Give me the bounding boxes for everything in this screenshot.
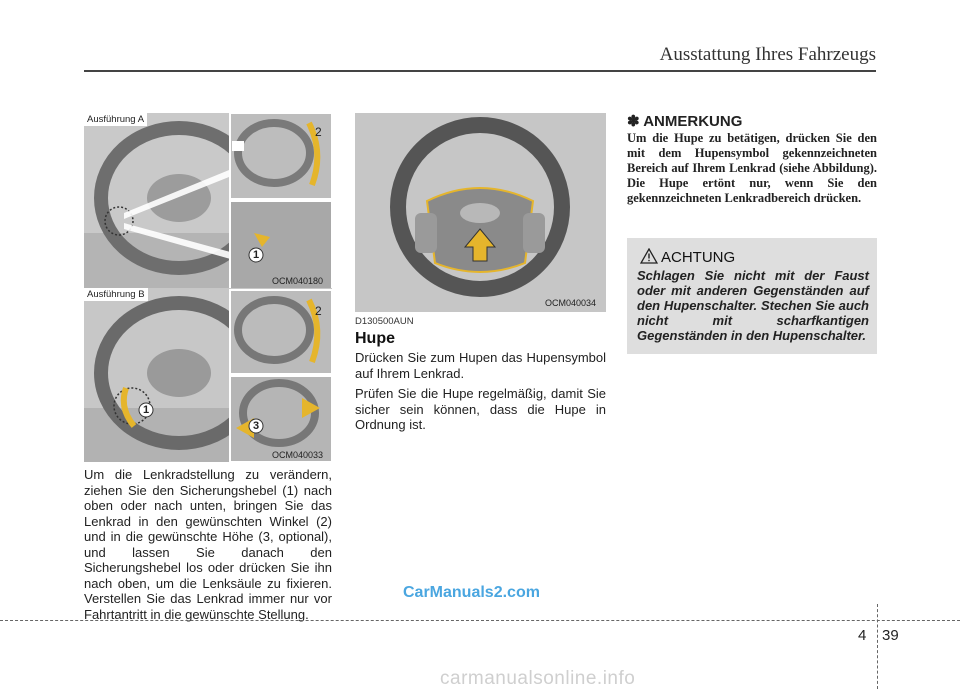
horn-steering-wheel-illustration xyxy=(355,113,606,312)
callout-1: 1 xyxy=(253,249,260,261)
chapter-number: 4 xyxy=(858,627,867,644)
header-rule xyxy=(84,70,876,72)
note-title: ANMERKUNG xyxy=(643,113,743,130)
variant-b-label: Ausführung B xyxy=(84,288,148,301)
footer-divider xyxy=(877,604,878,689)
horn-paragraph-2: Prüfen Sie die Hupe regelmäßig, damit Sie sicher sein können, dass die Hupe in Ordnung ist. xyxy=(355,386,606,432)
variant-a-label: Ausführung A xyxy=(84,113,147,126)
note-star-icon: ✽ xyxy=(627,113,640,130)
steering-adjust-paragraph xyxy=(84,467,332,627)
steering-tilt-illustration-a xyxy=(84,113,332,289)
figure-variant-b xyxy=(84,288,332,462)
figure-code-horn: OCM040034 xyxy=(545,298,597,308)
section-code: D130500AUN xyxy=(355,316,414,327)
note-text: Um die Hupe zu betätigen, drücken Sie den mit dem Hupensymbol gekennzeichneten Bereich auf Ihrem Lenkrad (siehe Abbildung). Die Hupe ertönt nur, wenn Sie den gekennzeichneten Lenkradbereich drücken. xyxy=(627,131,877,205)
steering-tilt-illustration-b xyxy=(84,288,332,462)
figure-code-b: OCM040033 xyxy=(272,450,324,460)
figure-horn xyxy=(355,113,606,312)
watermark-link[interactable]: CarManuals2.com xyxy=(403,584,540,601)
callout-3: 3 xyxy=(253,420,260,432)
figure-code-a: OCM040180 xyxy=(272,276,324,286)
callout-1-b: 1 xyxy=(143,404,150,416)
callout-2-b: 2 xyxy=(315,304,322,318)
section-title: Ausstattung Ihres Fahrzeugs xyxy=(659,44,876,65)
figure-variant-a xyxy=(84,113,332,289)
horn-heading: Hupe xyxy=(355,330,395,347)
footer-site-watermark[interactable]: carmanualsonline.info xyxy=(440,668,636,689)
steering-adjust-text: Um die Lenkradstellung zu verändern, ziehen Sie den Sicherungshebel (1) nach oben oder nach unten, bringen Sie das Lenkrad in den gewünschten Winkel (2) und in die gewünschte Höhe (3, optional), und lassen Sie danach den Sicherungshebel los oder drücken Sie ihn nach oben, um die Lenksäule zu fixieren. Verstellen Sie das Lenkrad immer nur vor Fahrtantritt in die gewünschte Stellung. xyxy=(84,467,332,622)
callout-2: 2 xyxy=(315,125,322,139)
horn-paragraph-1: Drücken Sie zum Hupen das Hupensymbol auf Ihrem Lenkrad. xyxy=(355,350,606,381)
footer-rule xyxy=(0,620,960,621)
caution-box xyxy=(627,238,877,354)
caution-text: Schlagen Sie nicht mit der Faust oder mit anderen Gegenständen auf den Hupenschalter. Stechen Sie auch nicht mit scharfkantigen Gegenständen in den Hupenschalter. xyxy=(637,268,869,343)
page-number: 39 xyxy=(882,627,899,644)
caution-title: ACHTUNG xyxy=(661,249,736,266)
note-heading xyxy=(627,112,742,130)
horn-paragraphs xyxy=(355,350,606,438)
warning-triangle-icon xyxy=(640,248,658,264)
